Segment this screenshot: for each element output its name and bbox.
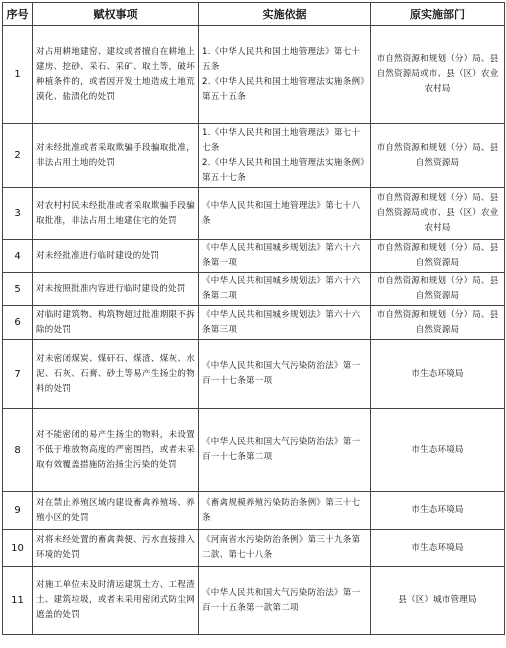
table-row — [3, 567, 505, 635]
row-department: 市生态环境局 — [371, 492, 505, 530]
row-item: 对占用耕地建窑、建坟或者擅自在耕地上建房、挖砂、采石、采矿、取土等，破坏种植条件的，或者因开发土地造成土地荒漠化、盐渍化的处罚 — [33, 26, 199, 124]
basis-line: 《畜禽规模养殖污染防治条例》第三十七条 — [202, 497, 361, 523]
row-serial: 8 — [3, 409, 33, 492]
table-row — [3, 188, 505, 240]
header-basis: 实施依据 — [199, 3, 371, 26]
row-serial: 2 — [3, 124, 33, 188]
row-serial: 10 — [3, 530, 33, 567]
table-row — [3, 409, 505, 492]
document — [2, 2, 505, 635]
row-department: 市自然资源和规划（分）局、县自然资源局或市、县（区）农业农村局 — [371, 26, 505, 124]
basis-line: 《河南省水污染防治条例》第三十九条第二款、第七十八条 — [202, 535, 361, 560]
row-department: 市自然资源和规划（分）局、县自然资源局或市、县（区）农业农村局 — [371, 188, 505, 240]
row-item: 对未经批准进行临时建设的处罚 — [33, 240, 199, 273]
row-item: 对施工单位未及时清运建筑土方、工程渣土、建筑垃圾，或者未采用密闭式防尘网遮盖的处罚 — [33, 567, 199, 635]
row-basis — [199, 567, 371, 635]
row-item: 对将未经处置的畜禽粪便、污水直接排入环境的处罚 — [33, 530, 199, 567]
row-serial: 5 — [3, 273, 33, 306]
row-department: 市自然资源和规划（分）局、县自然资源局 — [371, 124, 505, 188]
authority-table — [2, 2, 505, 635]
header-item: 赋权事项 — [33, 3, 199, 26]
row-department: 县（区）城市管理局 — [371, 567, 505, 635]
row-department: 市自然资源和规划（分）局、县自然资源局 — [371, 240, 505, 273]
table-row — [3, 340, 505, 409]
basis-line: 2.《中华人民共和国土地管理法实施条例》第五十七条 — [202, 157, 365, 183]
row-department: 市生态环境局 — [371, 409, 505, 492]
basis-line: 《中华人民共和国大气污染防治法》第一百一十七条第二项 — [202, 437, 361, 462]
row-basis — [199, 492, 371, 530]
row-item: 对不能密闭的易产生扬尘的物料，未设置不低于堆放物高度的严密围挡，或者未采取有效覆盖措施防治扬尘污染的处罚 — [33, 409, 199, 492]
table-row — [3, 273, 505, 306]
row-basis — [199, 530, 371, 567]
row-basis — [199, 340, 371, 409]
table-row — [3, 240, 505, 273]
row-serial: 6 — [3, 306, 33, 340]
basis-line: 《中华人民共和国城乡规划法》第六十六条第一项 — [202, 243, 361, 268]
row-item: 对未密闭煤炭、煤矸石、煤渣、煤灰、水泥、石灰、石膏、砂土等易产生扬尘的物料的处罚 — [33, 340, 199, 409]
header-serial: 序号 — [3, 3, 33, 26]
basis-line: 《中华人民共和国大气污染防治法》第一百一十七条第一项 — [202, 361, 361, 386]
row-basis — [199, 124, 371, 188]
row-serial: 4 — [3, 240, 33, 273]
basis-line: 1.《中华人民共和国土地管理法》第七十七条 — [202, 127, 361, 153]
row-serial: 3 — [3, 188, 33, 240]
row-basis — [199, 409, 371, 492]
basis-line: 《中华人民共和国城乡规划法》第六十六条第三项 — [202, 309, 361, 335]
basis-line: 1.《中华人民共和国土地管理法》第七十五条 — [202, 46, 361, 72]
table-row — [3, 306, 505, 340]
header-row — [3, 3, 505, 26]
row-department: 市自然资源和规划（分）局、县自然资源局 — [371, 306, 505, 340]
row-item: 对在禁止养殖区域内建设畜禽养殖场、养殖小区的处罚 — [33, 492, 199, 530]
row-department: 市生态环境局 — [371, 530, 505, 567]
row-item: 对农村村民未经批准或者采取欺骗手段骗取批准，非法占用土地建住宅的处罚 — [33, 188, 199, 240]
row-item: 对未按照批准内容进行临时建设的处罚 — [33, 273, 199, 306]
table-row — [3, 492, 505, 530]
row-basis — [199, 306, 371, 340]
basis-line: 《中华人民共和国土地管理法》第七十八条 — [202, 200, 361, 226]
row-serial: 1 — [3, 26, 33, 124]
header-department: 原实施部门 — [371, 3, 505, 26]
row-basis — [199, 240, 371, 273]
basis-line: 2.《中华人民共和国土地管理法实施条例》第五十五条 — [202, 76, 365, 102]
row-basis — [199, 273, 371, 306]
table-row — [3, 26, 505, 124]
row-serial: 11 — [3, 567, 33, 635]
row-basis — [199, 26, 371, 124]
table-row — [3, 530, 505, 567]
row-item: 对临时建筑物、构筑物超过批准期限不拆除的处罚 — [33, 306, 199, 340]
row-serial: 9 — [3, 492, 33, 530]
table-row — [3, 124, 505, 188]
basis-line: 《中华人民共和国大气污染防治法》第一百一十五条第一款第二项 — [202, 587, 361, 613]
row-serial: 7 — [3, 340, 33, 409]
row-basis — [199, 188, 371, 240]
row-department: 市生态环境局 — [371, 340, 505, 409]
basis-line: 《中华人民共和国城乡规划法》第六十六条第二项 — [202, 276, 361, 301]
row-item: 对未经批准或者采取欺骗手段骗取批准，非法占用土地的处罚 — [33, 124, 199, 188]
row-department: 市自然资源和规划（分）局、县自然资源局 — [371, 273, 505, 306]
